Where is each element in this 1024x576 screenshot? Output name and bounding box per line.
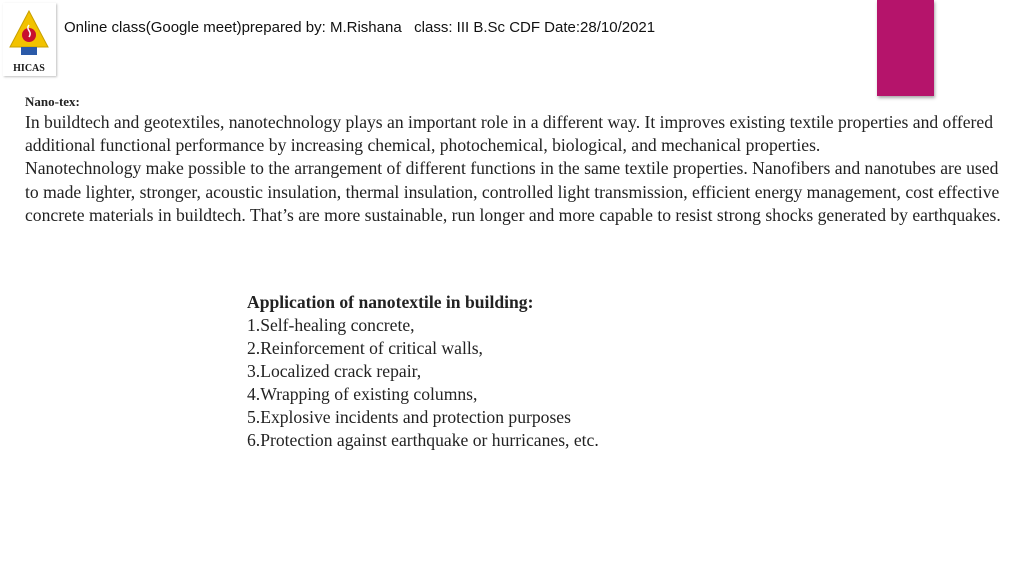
applications-list [247, 314, 947, 452]
list-item: 2.Reinforcement of critical walls, [247, 338, 483, 358]
list-item: 4.Wrapping of existing columns, [247, 384, 478, 404]
header-title: Online class(Google meet)prepared by: M.Rishana class: III B.Sc CDF Date:28/10/2021 [64, 19, 656, 36]
list-item: 6.Protection against earthquake or hurricanes, etc. [247, 430, 599, 450]
list-item: 5.Explosive incidents and protection purposes [247, 407, 571, 427]
applications-title: Application of nanotextile in building: [247, 292, 534, 312]
paragraph-2: Nanotechnology make possible to the arrangement of different functions in the same textile properties. Nanofibers and nanotubes are used to made lighter, stronger, acoustic insulation, thermal insulation, controlled light transmission, efficient energy management, cost effective concrete materials in buildtech. That’s are more sustainable, run longer and more capable to resist strong shocks generated by earthquakes. [25, 158, 1001, 225]
paragraph-1: In buildtech and geotextiles, nanotechnology plays an important role in a different way. It improves existing textile properties and offered additional functional performance by increasing chemical, photochemical, biological, and mechanical properties. [25, 112, 994, 156]
applications-block [247, 291, 947, 452]
college-logo [3, 3, 56, 76]
body-text [25, 111, 1010, 227]
logo-text: HICAS [13, 63, 45, 74]
section-label: Nano-tex: [25, 94, 80, 109]
list-item: 1.Self-healing concrete, [247, 315, 415, 335]
list-item: 3.Localized crack repair, [247, 361, 422, 381]
accent-bar [877, 0, 934, 96]
